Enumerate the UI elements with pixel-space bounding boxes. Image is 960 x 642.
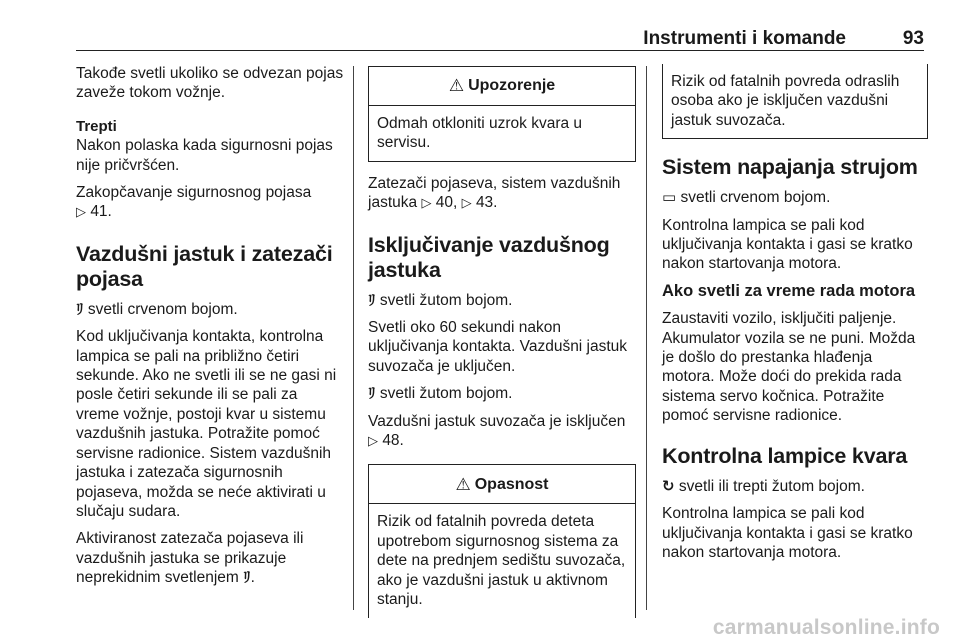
- airbag-off-line: [368, 384, 636, 403]
- airbag-red-text: svetli crvenom bojom.: [87, 300, 238, 318]
- airbag-description: Kod uključivanja kontakta, kontrolna lampica se pali na približno četiri sekunde. Ako ne svetli ili se ne gasi ni posle četiri sekunde ili se pali za vreme vožnje, postoji kvar u sistemu vazdušnih jastuka. Potražite pomoć servisne radionice. Sistem vazdušnih jastuka i zatezača sigurnosnih pojaseva, možda se neće aktivirati u slučaju sudara.: [76, 328, 337, 520]
- intro-text: Takođe svetli ukoliko se odvezan pojas zaveže tokom vožnje.: [76, 65, 344, 102]
- warning-triangle-icon: ⚠: [455, 474, 471, 494]
- warning-triangle-icon: ⚠: [448, 76, 465, 96]
- airbag-active-line: [76, 529, 344, 587]
- section-heading-malfunction: Kontrolna lampice kvara: [662, 443, 908, 468]
- malfunction-yellow-text: svetli ili trepti žutom bojom.: [678, 477, 865, 495]
- danger-continued-text: Rizik od fatalnih povreda odraslih osoba ako je isključen vazdušni jastuk suvozača.: [671, 73, 900, 129]
- battery-icon: ▭: [662, 189, 677, 207]
- column-3: [662, 64, 928, 570]
- airbag-on-text: Svetli oko 60 sekundi nakon uključivanja kontakta. Vazdušni jastuk suvozača je uključen.: [368, 319, 628, 375]
- warning-box: [368, 66, 636, 162]
- power-status-line: [662, 188, 928, 207]
- column-2: [368, 64, 636, 628]
- page-ref-arrow-icon: ▷: [461, 195, 472, 211]
- danger-box-continued: [662, 64, 928, 139]
- section-heading-deactivation: Isključivanje vazdušnog jastuka: [368, 232, 610, 282]
- column-divider: [353, 66, 354, 610]
- column-1: [76, 64, 344, 596]
- page-number: 93: [902, 28, 924, 49]
- trepti-heading: Trepti: [76, 117, 117, 135]
- tension-ref-1[interactable]: 40,: [435, 194, 458, 212]
- section-heading-power: Sistem napajanja strujom: [662, 155, 918, 180]
- airbag-off-text: Vazdušni jastuk suvozača je isključen: [368, 412, 626, 430]
- zakopcavanje-label: Zakopčavanje sigurnosnog pojasa: [76, 184, 312, 202]
- danger-box-header: [369, 465, 635, 504]
- airbag-icon: ﾘ: [76, 300, 84, 318]
- airbag-off-text-line: [368, 412, 636, 451]
- malfunction-text: Kontrolna lampica se pali kod uključivanja kontakta i gasi se kratko nakon startovanja motora.: [662, 505, 913, 561]
- warning-title: Upozorenje: [468, 77, 556, 95]
- warning-box-header: [369, 67, 635, 106]
- tension-label: Zatezači pojaseva, sistem vazdušnih jastuka: [368, 174, 621, 212]
- page-ref-arrow-icon: ▷: [76, 204, 86, 220]
- running-heading: Ako svetli za vreme rada motora: [662, 281, 916, 300]
- page-title: Instrumenti i komande: [643, 28, 846, 49]
- column-divider: [646, 66, 647, 610]
- zakopcavanje-text: [76, 183, 344, 222]
- tension-ref-2[interactable]: 43.: [475, 194, 498, 212]
- page-ref-arrow-icon: ▷: [421, 195, 432, 211]
- watermark: carmanualsonline.info: [712, 616, 940, 639]
- airbag-off-ref[interactable]: 48.: [382, 432, 404, 450]
- airbag-on-icon: ﾘ: [368, 291, 376, 309]
- power-text: Kontrolna lampica se pali kod uključivanja kontakta i gasi se kratko nakon startovanja motora.: [662, 216, 913, 273]
- engine-icon: ↻: [662, 477, 675, 495]
- power-red-text: svetli crvenom bojom.: [680, 189, 831, 207]
- danger-title: Opasnost: [474, 475, 549, 493]
- tension-text: [368, 174, 636, 213]
- page-ref-arrow-icon: ▷: [368, 433, 378, 449]
- page-header: [76, 26, 924, 51]
- running-text: Zaustaviti vozilo, isključiti paljenje. Akumulator vozila se ne puni. Možda je došlo do prestanka hlađenja motora. Može doći do prekida rada sistema servo kočnica. Potražite pomoć servisne radionice.: [662, 310, 916, 425]
- airbag-active-end: .: [250, 569, 255, 587]
- danger-text: Rizik od fatalnih povreda deteta upotrebom sigurnosnog sistema za dete na prednjem sedištu suvozača, ako je vazdušni jastuk u aktivnom stanju.: [377, 513, 626, 609]
- airbag-icon: ﾘ: [243, 569, 251, 587]
- malfunction-status-line: [662, 477, 928, 496]
- airbag-active-text: Aktiviranost zatezača pojaseva ili vazdušnih jastuka se prikazuje neprekidnim svetlenjem: [76, 530, 304, 587]
- warning-text: Odmah otkloniti uzrok kvara u servisu.: [377, 115, 583, 152]
- airbag-off-yellow: svetli žutom bojom.: [379, 385, 513, 403]
- danger-box: [368, 464, 636, 617]
- airbag-status-line: [76, 300, 344, 319]
- airbag-on-yellow: svetli žutom bojom.: [379, 291, 513, 309]
- airbag-on-line: [368, 291, 636, 310]
- trepti-text: Nakon polaska kada sigurnosni pojas nije pričvršćen.: [76, 137, 333, 174]
- section-heading-airbag: Vazdušni jastuk i zatezači pojasa: [76, 241, 333, 291]
- zakopcavanje-ref[interactable]: 41.: [90, 203, 112, 221]
- airbag-off-icon: ﾘ: [368, 385, 376, 403]
